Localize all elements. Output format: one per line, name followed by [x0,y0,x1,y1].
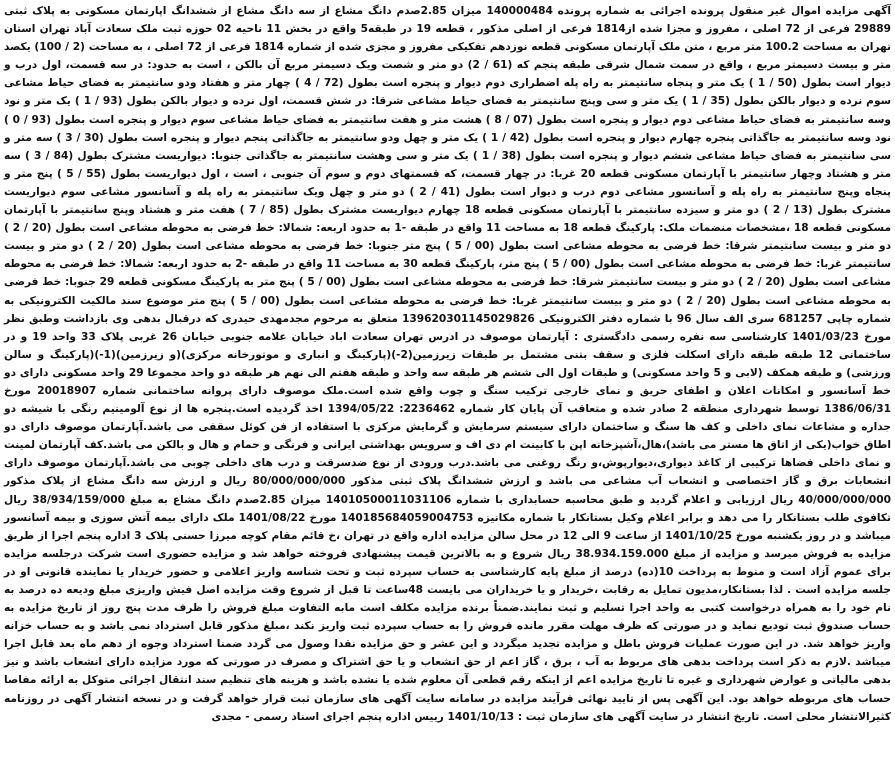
auction-notice-body: آگهی مزایده اموال غیر منقول پرونده اجرائی به شماره پرونده 140000484 میزان 2.85صدم دانگ مشاع از سه دانگ مشاع از ششدانگ اپارتمان مسکونی به پلاک ثبتی 29889 فرعی از 72 اصلی ، مفروز و مجزا شده از1814 فرعی از اصلی مذکور ، قطعه 19 در طبقه5 واقع در بخش 11 ناحیه 02 حوزه ثبت ملک سعادت آباد تهران استان تهران به مساحت 100.2 متر مربع ، متن ملک آپارتمان مسکونی قطعه نوزدهم تفکیکی مفروز و مجزی شده از شماره 1814 فرعی از 72 اصلی ، به مساحت (2 / 100) یکصد متر و بیست دسیمتر مربع ، واقع در سمت شمال شرقی طبقه پنجم که (61 / 2) دو متر و شصت ویک دسیمتر مربع آن بالکن ، است به حدود: در سه قسمت، اول درب و دیوار است بطول (50 / 1 ) یک متر و پنجاه سانتیمتر به راه پله اضطراری دوم دیوار و پنجره است بطول (72 / 4 ) چهار متر و هفتاد ودو سانتیمتر به فضای حیاط مشاعی سوم نرده و دیوار بالکن بطول (35 / 1 ) یک متر و سی وپنج سانتیمتر به فضای حیاط مشاعی شرقا: در شش قسمت، اول نرده و دیوار بالکن بطول (93 / 1 ) یک متر و نود وسه سانتیمتر به فضای حیاط مشاعی دوم دیوار و پنجره است بطول (07 / 8 ) هشت متر و هفت سانتیمتر به فضای حیاط مشاعی سوم دیوار و پنجره است بطول (93 / 0 ) نود وسه سانتیمتر به جاگذاتی پنجره چهارم دیوار و پنجره است بطول (42 / 1 ) یک متر و چهل ودو سانتیمتر به جاگذاتی پنجم دیوار و پنجره است بطول (30 / 3 ) سه متر و سی سانتیمتر به فضای حیاط مشاعی ششم دیوار و پنجره است بطول (38 / 1 ) یک متر و سی وهشت سانتیمتر به جاگذاتی جنوبا: دیواریست مشترک بطول (84 / 3 ) سه متر و هشتاد وچهار سانتیمتر با آپارتمان مسکونی قطعه 20 غربا: در چهار قسمت، که قسمتهای دوم و سوم آن جنوبی ، است ، اول دیواریست بطول (55 / 5 ) پنج متر و پنجاه وپنج سانتیمتر به راه پله و آسانسور مشاعی دوم درب و دیوار است بطول (41 / 2 ) دو متر و چهل ویک سانتیمتر به راه پله و آسانسور مشاعی سوم دیواریست مشترک بطول (13 / 2 ) دو متر و سیزده سانتیمتر با آپارتمان مسکونی قطعه 18 چهارم دیواریست مشترک بطول (85 / 7 ) هفت متر و هشتاد وپنج سانتیمتر با آپارتمان مسکونی قطعه 18 ،مشخصات منضمات ملک: پارکینگ قطعه 18 به مساحت 11 واقع در طبقه -1 به حدود اربعه: شمالا: خط فرضی به محوطه مشاعی است بطول (20 / 2 ) دو متر و بیست سانتیمتر شرقا: خط فرضی به محوطه مشاعی است بطول (00 / 5 ) پنج متر جنوبا: خط فرضی به محوطه مشاعی است بطول (20 / 2 ) دو متر و بیست سانتیمتر غربا: خط فرضی به محوطه مشاعی است بطول (00 / 5 ) پنج متر، پارکینگ قطعه 30 به مساحت 11 واقع در طبقه -2 به حدود اربعه: شمالا: خط فرضی به محوطه مشاعی است بطول (20 / 2 ) دو متر و بیست سانتیمتر شرقا: خط فرضی به محوطه مشاعی است بطول (00 / 5 ) پنج متر به پارکینگ مسکونی قطعه 29 جنوبا: خط فرضی به محوطه مشاعی است بطول (20 / 2 ) دو متر و بیست سانتیمتر غربا: خط فرضی به محوطه مشاعی است بطول (00 / 5 ) پنج متر موضوع سند مالکیت الکترونیکی به شماره چاپی 681257 سری الف سال 96 با شماره دفتر الکترونیکی 139620301145029826 متعلق به مرحوم مجدمهدی حیدری که درقبال بدهی وی بازداشت وطبق نظر مورخ 1401/03/23 کارشناسی سه نفره رسمی دادگستری : آپارتمان موصوف در ادرس تهران سعادت اباد خیابان علامه جنوبی خیابان 26 غربی پلاک 33 واحد 19 و در ساختمانی 12 طبقه طبقه دارای اسکلت فلزی و سقف بتنی مشتمل بر طبقات زیرزمین(2-)(پارکینگ و انباری و موتورخانه مرکزی)(و زیرزمین)(1-)(پارکینگ و سالن ورزشی) و طبقه همکف (لابی و 5 واحد مسکونی) و طبقات اول الی ششم هر طبقه سه واحد و طبقه هفتم الی نهم هر طبقه دو واحد مجموعا 29 واحد مسکونی دارای دو خط آسانسور و امکانات اعلان و اطفای حریق و نمای خارجی ترکیب سنگ و چوب واقع شده است.ملک موصوف دارای پروانه ساختمانی شماره 20018907 مورخ 1386/06/31 توسط شهرداری منطقه 2 صادر شده و متعاقب آن پایان کار شماره 2236462: 1394/05/22 اخذ گردیده است.پنجره ها از نوع آلومینیم رنگی با شیشه دو جداره و مشاعات نمای داخلی و کف ها سنگ و ساختمان دارای سیستم سرمایش و گرمایش مرکزی با استفاده از فن کوئل سقفی می باشد.آپارتمان موصوف دارای دو اطاق خواب(یکی از اتاق ها مستر می باشد)،هال،آشپزخانه اپن با کابینت ام دی اف و سرویس بهداشتی ایرانی و فرنگی و حمام و هال و بالکن می باشد.کف آپارتمان لمینت و نمای داخلی فضاها ترکیبی از کاغذ دیواری،دیوارپوش،و رنگ روغنی می باشد.درب ورودی از نوع ضدسرقت و درب های داخلی چوبی می باشد.آپارتمان موصوف دارای انشعابات برق و گاز اختصاصی و انشعاب آب مشاعی می باشد و ارزش ششدانگ پلاک ثبتی مذکور 80/000/000/000 ریال و ارزش سه دانگ مشاع از پلاک مذکور 40/000/000/000 ریال ارزیابی و اعلام گردید و طبق محاسبه حسابداری با شماره 14010500011031106 میزان 2.85صدم دانگ مشاع به مبلغ 38/934/159/000 ریال تکافوی طلب بستانکار را می دهد و برابر اعلام وکیل بستانکار با شماره مکانیزه 140185684059004753 مورخ 1401/08/22 ملک دارای بیمه آتش سوزی و بیمه آسانسور میباشد و در روز یکشنبه مورخ 1401/10/25 از ساعت 9 الی 12 در محل سالن مزایده اداره واقع در تهران ،خ قائم مقام کوچه میرزا حسنی پلاک 3 اداره پنجم اجرا از طریق مزایده به فروش میرسد و مزایده از مبلغ 38.934.159.000 ریال شروع و به بالاترین قیمت پیشنهادی فروخته خواهد شد و مزایده حضوری است شرکت درجلسه مزایده برای عموم آزاد است و منوط به پرداخت 10(ده) درصد از مبلغ پایه کارشناسی به حساب سپرده ثبت و تحت شناسه واریز اعلامی و حضور خریدار یا نماینده قانونی او در جلسه مزایده است . لذا بستانکار،مدیون تمایل به رقابت ،خریدار و یا خریداران می بایست 48ساعت تا قبل از شروع وقت مزایده اصل فیش واریزی مبلغ ودیعه ده درصد به نام خود را به همراه درخواست کتبی به واحد اجرا تسلیم و ثبت نمایند.ضمناً برنده مزایده مکلف است مابه التفاوت مبلغ فروش را ظرف مدت پنج روز از تاریخ مزایده به حساب صندوق ثبت تودیع نماید و در صورتی که ظرف مهلت مقرر مانده فروش را به حساب سپرده ثبت واریز نکند ،مبلغ مذکور قابل استرداد نمی باشد و به حساب خزانه واریز خواهد شد. در این صورت عملیات فروش باطل و مزایده تجدید میگردد و این عشر و حق مزایده نقدا وصول می گردد ضمنا استرداد وجوه از دهم ماه بعد قابل اجرا میباشد .لازم به ذکر است پرداخت بدهی های مربوط به آب ، برق ، گاز اعم از حق انشعاب و یا حق اشتراک و مصرف در صورتی که مورد مزایده دارای انشعاب باشد و نیز بدهی مالیاتی و عوارض شهرداری و غیره تا تاریخ مزایده اعم از اینکه رقم قطعی آن معلوم شده یا نشده باشد و هزینه های تنظیم سند انتقال اجرائی متوکل به ارائه مفاصا حساب های مربوطه خواهد بود. این آگهی پس از تایید نهائی فرآیند مزایده در سامانه سایت آگهی های سازمان ثبت قرار خواهد گرفت و در نسخه انتشار آگهی در روزنامه کثیرالانتشار محلی است. تاریخ انتشار در سایت آگهی های سازمان ثبت : 1401/10/13 رییس اداره پنجم اجرای اسناد رسمی - مجدی [4,5,892,723]
